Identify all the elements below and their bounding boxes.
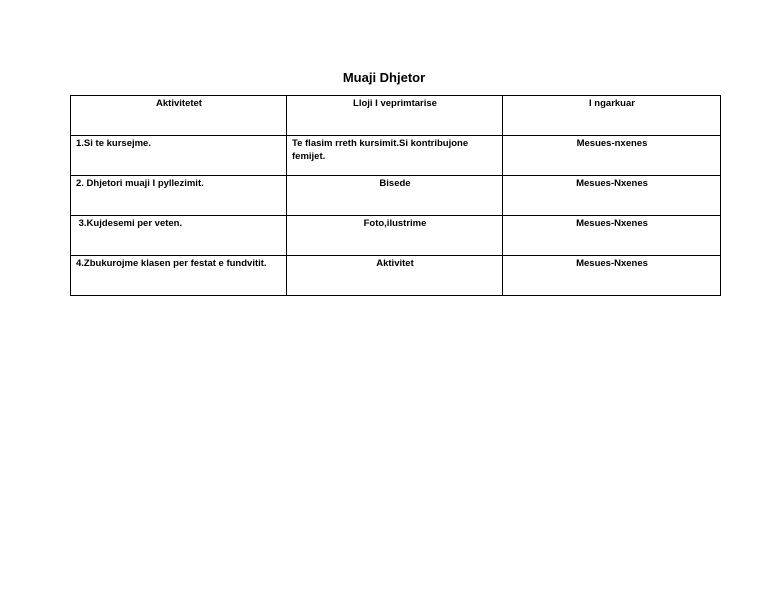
cell-text: 1.Si te kursejme. [76, 138, 151, 149]
table-row [71, 176, 721, 216]
cell-text: 4.Zbukurojme klasen per festat e fundvitit. [76, 258, 267, 269]
table-row [71, 256, 721, 296]
cell-responsible [503, 256, 721, 296]
cell-text: Aktivitet [376, 258, 414, 269]
cell-activity [71, 256, 287, 296]
table-row [71, 136, 721, 176]
page-title: Muaji Dhjetor [342, 70, 426, 85]
cell-type [287, 176, 503, 216]
cell-text: Foto,ilustrime [363, 218, 427, 229]
cell-responsible [503, 216, 721, 256]
cell-type [287, 136, 503, 176]
cell-activity [71, 136, 287, 176]
cell-activity [71, 176, 287, 216]
cell-type [287, 256, 503, 296]
cell-activity [71, 216, 287, 256]
cell-text: Mesues-Nxenes [576, 178, 648, 189]
header-cell-type [287, 96, 503, 136]
header-label: I ngarkuar [589, 98, 635, 109]
cell-responsible [503, 136, 721, 176]
header-cell-responsible [503, 96, 721, 136]
cell-responsible [503, 176, 721, 216]
cell-text: Mesues-Nxenes [576, 218, 648, 229]
cell-text: 3.Kujdesemi per veten. [76, 218, 183, 229]
cell-text: Bisede [379, 178, 411, 189]
cell-text: Te flasim rreth kursimit.Si kontribujone femijet. [292, 138, 469, 162]
cell-text: 2. Dhjetori muaji I pyllezimit. [76, 178, 204, 189]
activities-table [70, 95, 721, 296]
header-label: Aktivitetet [156, 98, 202, 109]
cell-text: Mesues-nxenes [576, 138, 648, 149]
cell-text: Mesues-Nxenes [576, 258, 648, 269]
table-row [71, 216, 721, 256]
header-cell-activities [71, 96, 287, 136]
cell-type [287, 216, 503, 256]
header-label: Lloji I veprimtarise [353, 98, 437, 109]
table-header-row [71, 96, 721, 136]
